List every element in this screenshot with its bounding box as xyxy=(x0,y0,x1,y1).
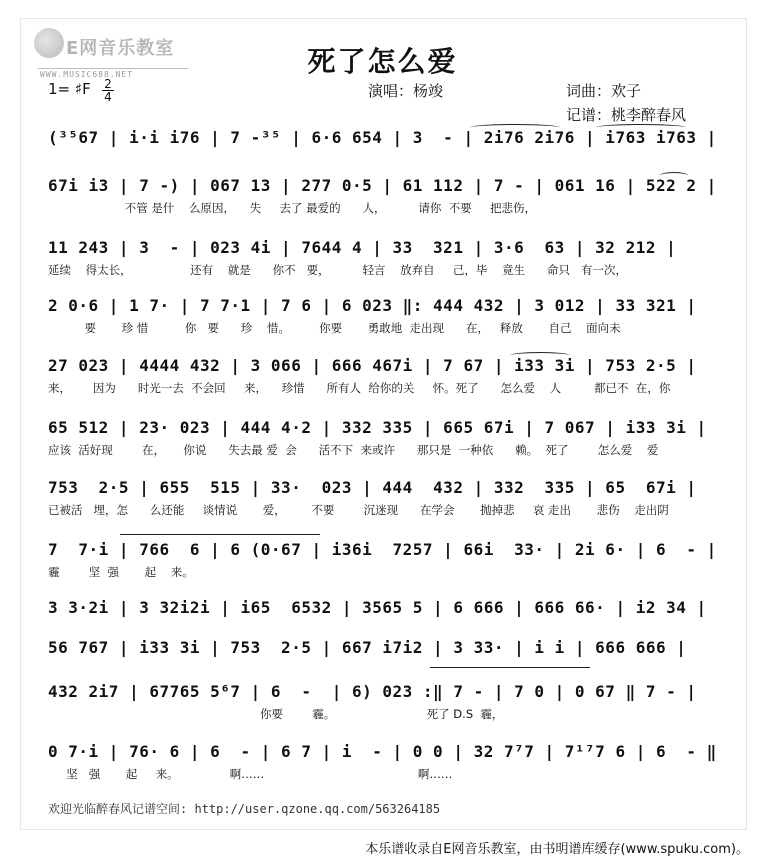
time-numerator: 2 xyxy=(102,78,114,91)
score-row xyxy=(48,176,718,215)
key-signature: 1= ♯F xyxy=(48,80,91,98)
lyrics-line: 已被活 埋，怎 么还能 谈情说 爱， 不要 沉迷现 在学会 抛掉悲 哀 走出 悲伤 走出阴 xyxy=(48,503,669,517)
slur-arc xyxy=(596,124,686,131)
slur-arc xyxy=(510,352,570,359)
lyrics-line: 延续 得太长， 还有 就是 你不 要， 轻言 放弃自 己，毕 竟生 命只 有一次， xyxy=(48,263,627,277)
notation-line: 0 7·i | 76· 6 | 6 - | 6 7 | i - | 0 0 | 32 7⁷7 | 7¹⁷7 6 | 6 - ‖ xyxy=(48,742,717,761)
volta-line xyxy=(120,534,320,535)
notation-line: 753 2·5 | 655 515 | 33· 023 | 444 432 | 332 335 | 65 67i | xyxy=(48,478,697,497)
song-title: 死了怎么爱 xyxy=(307,45,458,78)
notation-line: 67i i3 | 7 -) | 067 13 | 277 0·5 | 61 112 | 7 - | 061 16 | 522 2 | xyxy=(48,176,717,195)
time-denominator: 4 xyxy=(104,90,112,104)
notation-line: 11 243 | 3 - | 023 4i | 7644 4 | 33 321 | 3·6 63 | 32 212 | xyxy=(48,238,677,257)
score-row xyxy=(48,598,718,623)
singer-credit: 演唱：杨竣 xyxy=(368,82,444,100)
lyrics-line: 应该 活好现 在， 你说 失去最 爱 会 活不下 来或许 那只是 一种依 赖。 死了 怎么爱 爱 xyxy=(48,443,659,457)
score-row xyxy=(48,540,718,579)
notation-line: 7 7·i | 766 6 | 6 (0·67 | i36i 7257 | 66i 33· | 2i 6· | 6 - | xyxy=(48,540,717,559)
source-credit: 本乐谱收录自E网音乐教室，由书明谱库缓存(www.spuku.com)。 xyxy=(365,842,749,857)
lyrics-line: 你要 霾。 死了 D.S 霾， xyxy=(48,707,504,721)
transcriber-credit: 记谱：桃李醉春风 xyxy=(566,106,687,124)
lyrics-line: 要 珍 惜 你 要 珍 惜。 你要 勇敢地 走出现 在， 释放 自己 面向未 xyxy=(48,321,621,335)
slur-arc xyxy=(470,124,560,131)
score-row xyxy=(48,238,718,277)
notation-line: 65 512 | 23· 023 | 444 4·2 | 332 335 | 665 67i | 7 067 | i33 3i | xyxy=(48,418,707,437)
logo-url: WWW.MUSIC688.NET xyxy=(40,70,134,79)
slur-arc xyxy=(660,172,688,179)
time-signature xyxy=(102,78,114,103)
score-row xyxy=(48,296,718,335)
lyrics-line: 霾 坚 强 起 来。 xyxy=(48,565,194,579)
lyrics-line: 不管 是什 么原因， 失 去了 最爱的 人， 请你 不要 把悲伤， xyxy=(48,201,537,215)
score-row xyxy=(48,356,718,395)
score-row xyxy=(48,638,718,663)
notation-line: 56 767 | i33 3i | 753 2·5 | 667 i7i2 | 3 33· | i i | 666 666 | xyxy=(48,638,687,657)
notation-line: 432 2i7 | 67765 5⁶7 | 6 - | 6) 023 :‖ 7 - | 7 0 | 0 67 ‖ 7 - | xyxy=(48,682,697,701)
lyrics-line: 坚 强 起 来。 啊…… 啊…… xyxy=(48,767,453,781)
logo-text: E网音乐教室 xyxy=(66,38,175,59)
notation-line: (³⁵67 | i·i i76 | 7 -³⁵ | 6·6 654 | 3 - | 2i76 2i76 | i763 i763 | xyxy=(48,128,717,147)
notation-line: 27 023 | 4444 432 | 3 066 | 666 467i | 7 67 | i33 3i | 753 2·5 | xyxy=(48,356,697,375)
volta-line xyxy=(430,667,590,668)
score-row xyxy=(48,128,718,153)
score-row xyxy=(48,478,718,517)
score-row xyxy=(48,418,718,457)
score-row xyxy=(48,682,718,721)
lyrics-line: 来， 因为 时光一去 不会回 来， 珍惜 所有人 给你的关 怀。死了 怎么爱 人 都已不 在，你 xyxy=(48,381,671,395)
footer-note: 欢迎光临醉春风记谱空间: http://user.qzone.qq.com/563264185 xyxy=(48,802,441,816)
notation-line: 2 0·6 | 1 7· | 7 7·1 | 7 6 | 6 023 ‖: 444 432 | 3 012 | 33 321 | xyxy=(48,296,697,315)
composer-credit: 词曲：欢子 xyxy=(566,82,642,100)
score-row xyxy=(48,742,718,781)
notation-line: 3 3·2i | 3 32i2i | i65 6532 | 3565 5 | 6 666 | 666 66· | i2 34 | xyxy=(48,598,707,617)
